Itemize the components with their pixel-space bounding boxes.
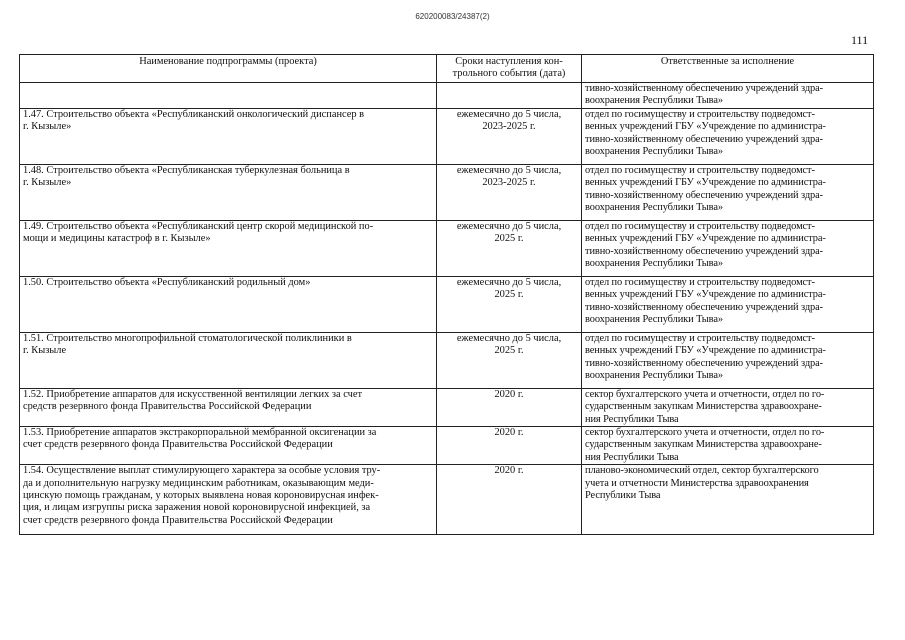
- control-date-cell-line: 2023-2025 г.: [482, 121, 536, 133]
- subprogram-name-cell-line: счет средств резервного фонда Правительства Российской Федерации: [23, 514, 333, 526]
- responsible-cell: [582, 276, 874, 332]
- table-row: [20, 332, 874, 388]
- responsible-cell-line: ния Республики Тыва: [585, 451, 679, 463]
- responsible-cell-line: отдел по госимуществу и строительству подведомст-: [585, 108, 815, 120]
- responsible-cell-line: отдел по госимуществу и строительству подведомст-: [585, 332, 815, 344]
- responsible-cell: [582, 83, 874, 109]
- subprogram-name-cell-line: мощи и медицины катастроф в г. Кызыле»: [23, 233, 211, 245]
- table-row: [20, 83, 874, 109]
- table-row: [20, 164, 874, 220]
- subprogram-name-cell: [20, 108, 437, 164]
- responsible-cell-line: сектор бухгалтерского учета и отчетности, отдел по го-: [585, 388, 825, 400]
- table-header-row: [20, 55, 874, 83]
- subprogram-name-cell-line: да и дополнительную нагрузку медицинским работникам, оказывающим меди-: [23, 477, 374, 489]
- header-responsible: [582, 55, 874, 83]
- subprogram-name-cell-line: 1.51. Строительство многопрофильной стоматологической поликлиники в: [23, 332, 352, 344]
- responsible-cell-line: воохранения Республики Тыва»: [585, 202, 723, 214]
- table-row: [20, 276, 874, 332]
- header-col1-text: Наименование подпрограммы (проекта): [139, 56, 317, 67]
- responsible-cell-line: учета и отчетности Министерства здравоохранения: [585, 477, 809, 489]
- subprogram-name-cell-line: цинскую помощь гражданам, у которых выявлена новая короновирусная инфек-: [23, 490, 379, 502]
- subprogram-name-cell-line: 1.48. Строительство объекта «Республиканская туберкулезная больница в: [23, 164, 350, 176]
- subprogram-name-cell-line: ция, и лицам изгруппы риска заражения новой короновирусной инфекцией, за: [23, 502, 371, 514]
- subprogram-name-cell: [20, 388, 437, 426]
- header-col2-line1: Сроки наступления кон-: [455, 56, 563, 67]
- responsible-cell-line: тивно-хозяйственному обеспечению учреждений здра-: [585, 83, 823, 94]
- responsible-cell-line: отдел по госимуществу и строительству подведомст-: [585, 276, 815, 288]
- responsible-cell-line: венных учреждений ГБУ «Учреждение по администра-: [585, 177, 826, 189]
- subprogram-name-cell-line: г. Кызыле»: [23, 177, 72, 189]
- responsible-cell-line: сударственным закупкам Министерства здравоохране-: [585, 439, 822, 451]
- responsible-cell: [582, 164, 874, 220]
- responsible-cell-line: венных учреждений ГБУ «Учреждение по администра-: [585, 121, 826, 133]
- control-date-cell-line: 2025 г.: [494, 289, 524, 301]
- responsible-cell-line: воохранения Республики Тыва»: [585, 370, 723, 382]
- subprogram-name-cell: [20, 220, 437, 276]
- control-date-cell-line: ежемесячно до 5 числа,: [456, 332, 562, 344]
- subprogram-name-cell-line: 1.50. Строительство объекта «Республиканский родильный дом»: [23, 276, 311, 288]
- subprogram-name-cell-line: г. Кызыле: [23, 345, 67, 357]
- page-number: 111: [851, 33, 869, 47]
- control-date-cell: [437, 220, 582, 276]
- responsible-cell-line: сударственным закупкам Министерства здравоохране-: [585, 401, 822, 413]
- responsible-cell-line: воохранения Республики Тыва»: [585, 146, 723, 158]
- responsible-cell-line: ния Республики Тыва: [585, 413, 679, 425]
- control-date-cell: [437, 427, 582, 465]
- control-date-cell: [437, 276, 582, 332]
- header-col3-text: Ответственные за исполнение: [660, 56, 795, 67]
- control-date-cell: [437, 108, 582, 164]
- header-subprogram-name: [20, 55, 437, 83]
- responsible-cell-line: тивно-хозяйственному обеспечению учреждений здра-: [585, 133, 823, 145]
- responsible-cell-line: отдел по госимуществу и строительству подведомст-: [585, 220, 815, 232]
- responsible-cell-line: отдел по госимуществу и строительству подведомст-: [585, 164, 815, 176]
- subprogram-name-cell-line: счет средств резервного фонда Правительства Российской Федерации: [23, 439, 333, 451]
- responsible-cell-line: тивно-хозяйственному обеспечению учреждений здра-: [585, 357, 823, 369]
- table-row: [20, 220, 874, 276]
- responsible-cell: [582, 388, 874, 426]
- header-control-date: [437, 55, 582, 83]
- control-date-cell-line: 2025 г.: [494, 345, 524, 357]
- responsible-cell-line: воохранения Республики Тыва»: [585, 314, 723, 326]
- subprogram-name-cell: [20, 465, 437, 535]
- control-date-cell-line: ежемесячно до 5 числа,: [456, 164, 562, 176]
- responsible-cell-line: венных учреждений ГБУ «Учреждение по администра-: [585, 233, 826, 245]
- table-row: [20, 388, 874, 426]
- responsible-cell-line: воохранения Республики Тыва»: [585, 95, 723, 107]
- subprogram-name-cell: [20, 164, 437, 220]
- responsible-cell: [582, 220, 874, 276]
- subprogram-name-cell-line: 1.54. Осуществление выплат стимулирующего характера за особые условия тру-: [23, 465, 381, 477]
- responsible-cell: [582, 465, 874, 535]
- responsible-cell: [582, 332, 874, 388]
- subprogram-name-cell-line: 1.52. Приобретение аппаратов для искусственной вентиляции легких за счет: [23, 388, 362, 400]
- header-col2-line2: трольного события (дата): [452, 68, 566, 80]
- responsible-cell-line: тивно-хозяйственному обеспечению учреждений здра-: [585, 301, 823, 313]
- document-id: 620200083/24387(2): [415, 12, 490, 21]
- responsible-cell-line: Республики Тыва: [585, 490, 661, 502]
- control-date-cell-line: ежемесячно до 5 числа,: [456, 220, 562, 232]
- control-date-cell: [437, 83, 582, 109]
- table-row: [20, 465, 874, 535]
- subprogram-name-cell: [20, 427, 437, 465]
- control-date-cell-line: 2020 г.: [494, 427, 524, 439]
- control-date-cell: [437, 388, 582, 426]
- control-date-cell-line: 2020 г.: [494, 388, 524, 400]
- subprogram-name-cell-line: 1.47. Строительство объекта «Республиканский онкологический диспансер в: [23, 108, 365, 120]
- responsible-cell-line: планово-экономический отдел, сектор бухгалтерского: [585, 465, 819, 477]
- responsible-cell-line: сектор бухгалтерского учета и отчетности, отдел по го-: [585, 427, 825, 439]
- responsible-cell: [582, 427, 874, 465]
- responsible-cell-line: воохранения Республики Тыва»: [585, 258, 723, 270]
- responsible-cell: [582, 108, 874, 164]
- subprogram-name-cell-line: г. Кызыле»: [23, 121, 72, 133]
- control-date-cell-line: ежемесячно до 5 числа,: [456, 108, 562, 120]
- control-date-cell: [437, 332, 582, 388]
- subprogram-name-cell-line: 1.53. Приобретение аппаратов экстракорпоральной мембранной оксигенации за: [23, 427, 377, 439]
- responsible-cell-line: тивно-хозяйственному обеспечению учреждений здра-: [585, 189, 823, 201]
- subprogram-table: [19, 54, 874, 535]
- control-date-cell-line: ежемесячно до 5 числа,: [456, 276, 562, 288]
- table-row: [20, 108, 874, 164]
- subprogram-name-cell-line: средств резервного фонда Правительства Российской Федерации: [23, 401, 312, 413]
- control-date-cell-line: 2023-2025 г.: [482, 177, 536, 189]
- responsible-cell-line: венных учреждений ГБУ «Учреждение по администра-: [585, 345, 826, 357]
- control-date-cell-line: 2025 г.: [494, 233, 524, 245]
- responsible-cell-line: венных учреждений ГБУ «Учреждение по администра-: [585, 289, 826, 301]
- subprogram-name-cell: [20, 332, 437, 388]
- subprogram-name-cell: [20, 83, 437, 109]
- control-date-cell: [437, 465, 582, 535]
- control-date-cell-line: 2020 г.: [494, 465, 524, 477]
- control-date-cell: [437, 164, 582, 220]
- table-row: [20, 427, 874, 465]
- subprogram-name-cell: [20, 276, 437, 332]
- subprogram-name-cell-line: 1.49. Строительство объекта «Республиканский центр скорой медицинской по-: [23, 220, 374, 232]
- responsible-cell-line: тивно-хозяйственному обеспечению учреждений здра-: [585, 245, 823, 257]
